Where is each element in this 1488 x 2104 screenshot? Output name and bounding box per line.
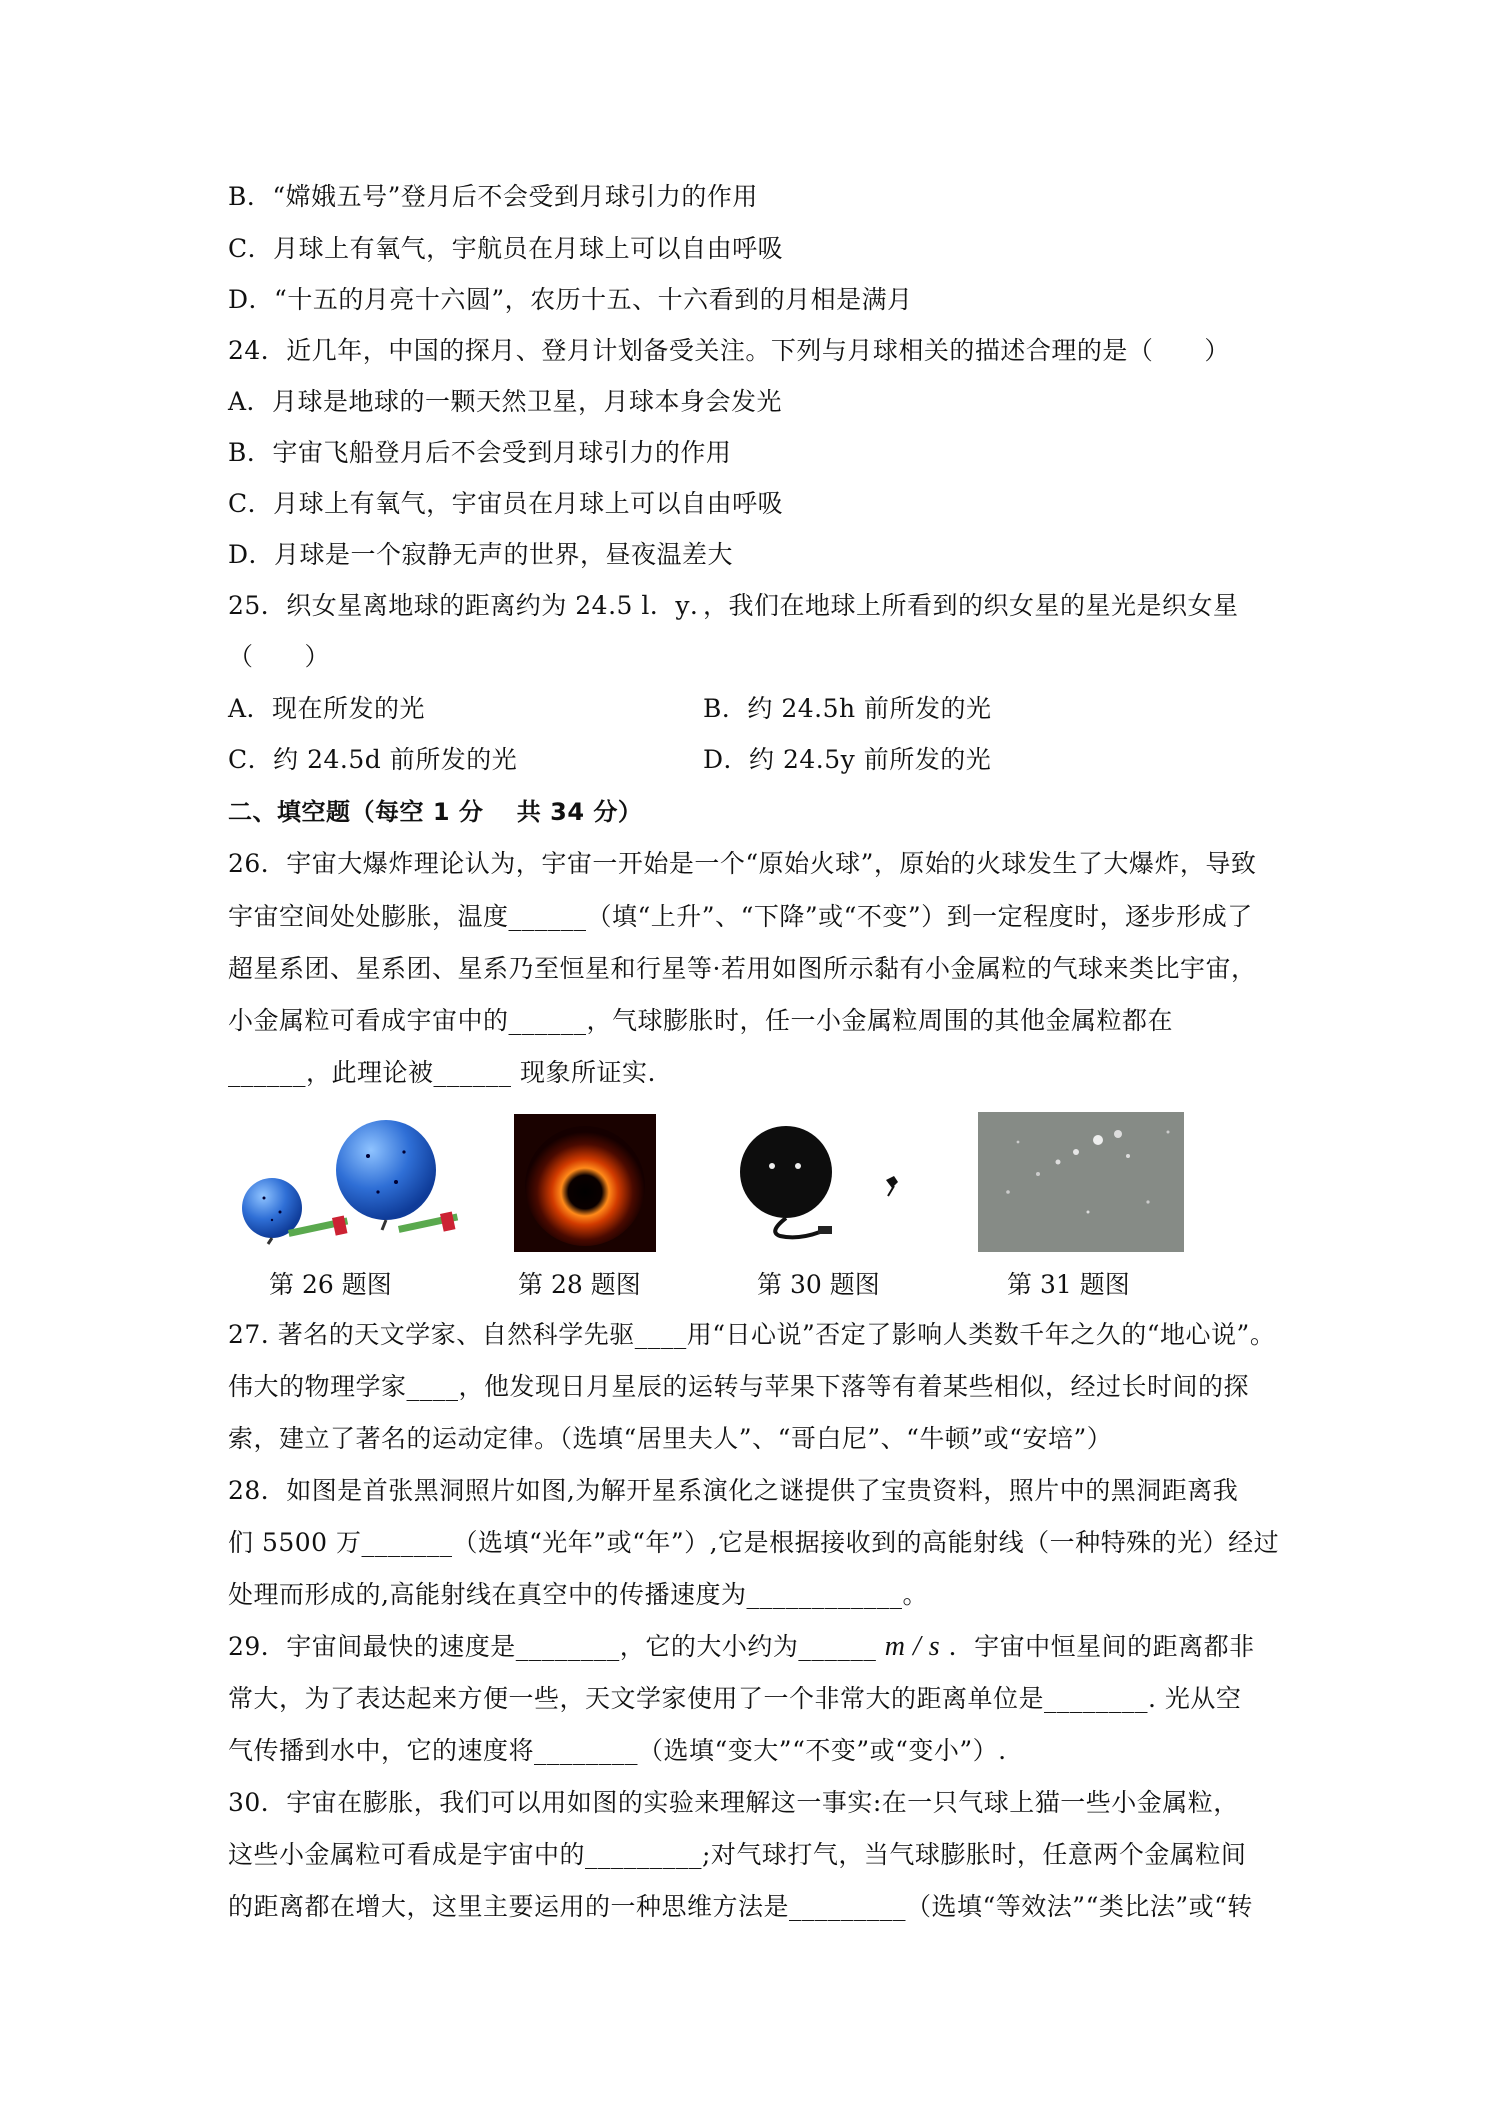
q25-option-b: B．约 24.5h 前所发的光 <box>703 694 992 723</box>
q25-option-c: C．约 24.5d 前所发的光 <box>228 745 518 774</box>
q26-line-1: 26．宇宙大爆炸理论认为，宇宙一开始是一个“原始火球”，原始的火球发生了大爆炸，导致 <box>228 849 1257 878</box>
q27-line-2: 伟大的物理学家____，他发现日月星辰的运转与苹果下落等有着某些相似，经过长时间的探 <box>228 1372 1250 1401</box>
q29-unit: m / s <box>884 1631 941 1662</box>
q29-text-b: ．宇宙中恒星间的距离都非 <box>948 1632 1255 1661</box>
q23-option-b: B．“嫦娥五号”登月后不会受到月球引力的作用 <box>228 182 758 211</box>
q25-option-a: A．现在所发的光 <box>228 694 426 723</box>
q23-option-c: C．月球上有氧气，宇航员在月球上可以自由呼吸 <box>228 234 784 263</box>
q25-stem: 25．织女星离地球的距离约为 24.5 l．y．，我们在地球上所看到的织女星的星光是织女星 <box>228 591 1239 620</box>
balloon-pump-figure <box>228 1112 468 1252</box>
section-heading: 二、填空题（每空 1 分 共 34 分） <box>228 798 643 826</box>
q30-line-3: 的距离都在增大，这里主要运用的一种思维方法是_________（选填“等效法”“类比法”或“转 <box>228 1892 1253 1921</box>
q24-stem: 24．近几年，中国的探月、登月计划备受关注。下列与月球相关的描述合理的是（ ） <box>228 336 1230 365</box>
figure-caption-31: 第 31 题图 <box>1007 1270 1130 1299</box>
q29-line-1 <box>228 1630 1255 1664</box>
q25-option-d: D．约 24.5y 前所发的光 <box>703 745 992 774</box>
q29-text-a: 29．宇宙间最快的速度是________，它的大小约为______ <box>228 1632 877 1661</box>
q26-line-2: 宇宙空间处处膨胀，温度______（填“上升”、“下降”或“不变”）到一定程度时，逐步形成了 <box>228 902 1253 931</box>
black-hole-photo <box>514 1114 656 1252</box>
q27-line-1: 27. 著名的天文学家、自然科学先驱____用“日心说”否定了影响人类数千年之久的“地心说”。 <box>228 1320 1276 1349</box>
figure-caption-26: 第 26 题图 <box>269 1270 392 1299</box>
q28-line-3: 处理而形成的,高能射线在真空中的传播速度为____________。 <box>228 1580 928 1609</box>
q24-option-b: B．宇宙飞船登月后不会受到月球引力的作用 <box>228 438 732 467</box>
black-balloon-figure <box>728 1120 918 1250</box>
star-field-photo <box>978 1112 1184 1252</box>
q24-option-c: C．月球上有氧气，宇宙员在月球上可以自由呼吸 <box>228 489 784 518</box>
figure-caption-30: 第 30 题图 <box>757 1270 880 1299</box>
q24-option-d: D．月球是一个寂静无声的世界，昼夜温差大 <box>228 540 734 569</box>
q28-line-1: 28．如图是首张黑洞照片如图,为解开星系演化之谜提供了宝贵资料，照片中的黑洞距离我 <box>228 1476 1239 1505</box>
q26-line-3: 超星系团、星系团、星系乃至恒星和行星等·若用如图所示黏有小金属粒的气球来类比宇宙， <box>228 954 1257 983</box>
figure-caption-28: 第 28 题图 <box>518 1270 641 1299</box>
q26-line-5: ______，此理论被______ 现象所证实. <box>228 1058 656 1087</box>
q24-option-a: A．月球是地球的一颗天然卫星，月球本身会发光 <box>228 387 783 416</box>
q29-line-3: 气传播到水中，它的速度将________（选填“变大”“不变”或“变小”）. <box>228 1736 1007 1765</box>
q30-line-1: 30．宇宙在膨胀，我们可以用如图的实验来理解这一事实:在一只气球上猫一些小金属粒， <box>228 1788 1239 1817</box>
q23-option-d: D．“十五的月亮十六圆”，农历十五、十六看到的月相是满月 <box>228 285 913 314</box>
q26-line-4: 小金属粒可看成宇宙中的______，气球膨胀时，任一小金属粒周围的其他金属粒都在 <box>228 1006 1174 1035</box>
q30-line-2: 这些小金属粒可看成是宇宙中的_________;对气球打气，当气球膨胀时，任意两个金属粒间 <box>228 1840 1247 1869</box>
q29-line-2: 常大，为了表达起来方便一些，天文学家使用了一个非常大的距离单位是________. 光从空 <box>228 1684 1242 1713</box>
q27-line-3: 索，建立了著名的运动定律。（选填“居里夫人”、“哥白尼”、“牛顿”或“安培”） <box>228 1424 1113 1453</box>
q28-line-2: 们 5500 万_______（选填“光年”或“年”）,它是根据接收到的高能射线（一种特殊的光）经过 <box>228 1528 1280 1557</box>
q25-bracket: （ ） <box>228 642 331 671</box>
